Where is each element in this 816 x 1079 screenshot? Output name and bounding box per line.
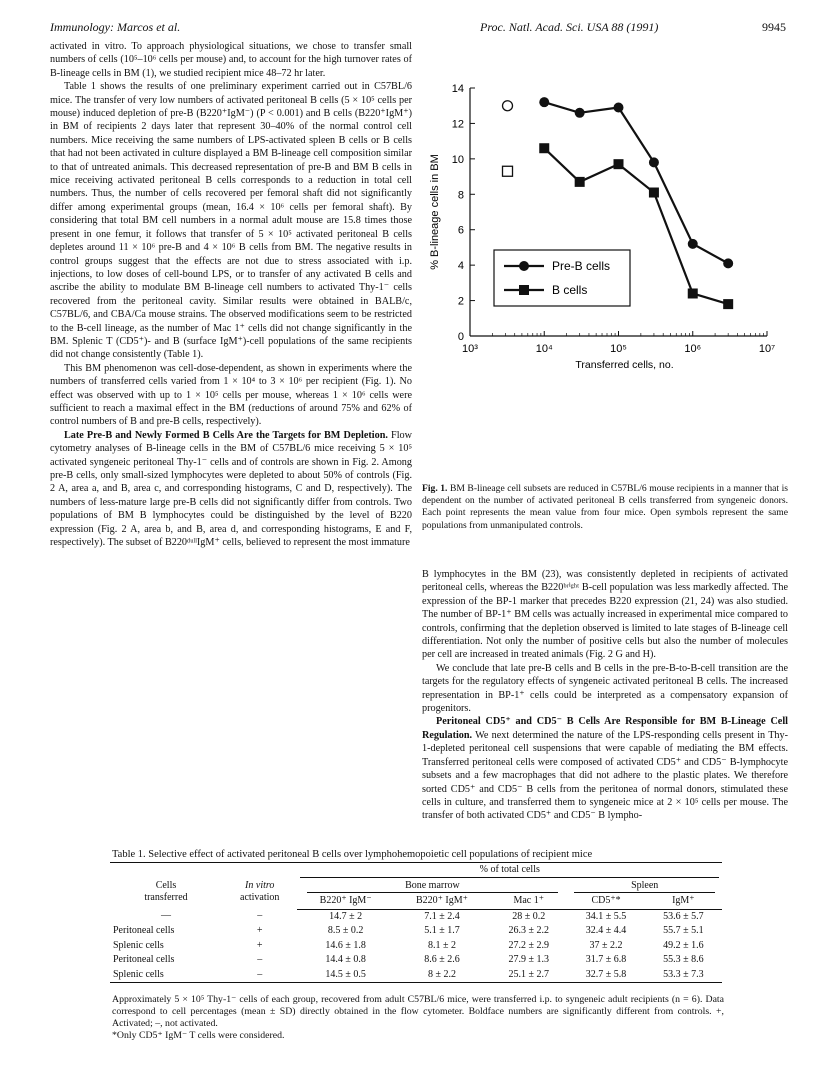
paragraph xyxy=(422,715,788,822)
cell-activation: – xyxy=(257,910,263,922)
cell-value: 14.7 ± 2 xyxy=(329,910,363,922)
cell-value: 7.1 ± 2.4 xyxy=(424,910,460,922)
subheader: B220⁺ IgM⁻ xyxy=(297,894,393,909)
table-row xyxy=(110,939,722,954)
x-tick-label: 10⁵ xyxy=(610,343,627,355)
cell-value: 49.2 ± 1.6 xyxy=(663,939,704,951)
y-tick-label: 8 xyxy=(457,189,464,202)
running-head: Immunology: Marcos et al. xyxy=(50,20,181,34)
b-cell-point xyxy=(575,177,585,187)
y-tick-label: 14 xyxy=(451,83,464,95)
cell-value: 37 ± 2.2 xyxy=(589,939,623,951)
cell-value: 25.1 ± 2.7 xyxy=(490,968,567,983)
y-tick-label: 10 xyxy=(451,153,464,166)
table-note xyxy=(112,994,724,1042)
right-column xyxy=(422,568,788,823)
b-cell-point xyxy=(539,143,549,153)
cell-value: 27.2 ± 2.9 xyxy=(508,939,549,951)
pre-b-point xyxy=(688,239,698,249)
table-header-blank xyxy=(110,863,297,879)
cell-value: 55.7 ± 5.1 xyxy=(663,925,704,936)
pre-b-point xyxy=(723,258,733,268)
cell-activation: + xyxy=(256,925,263,936)
cell-value: 8 ± 2.2 xyxy=(394,968,490,983)
cell-value: 32.4 ± 4.4 xyxy=(585,925,627,936)
paragraph-text: Flow cytometry analyses of B-lineage cells in the BM of C57BL/6 mice receiving 5 × 10⁵ activated syngeneic peritoneal Thy-1⁻ cells and of controls are shown in Fig. 2. Among pre-B cells, only small-sized lymphocytes were depleted to about 50% of controls (Fig. 2 A, area a, and B, area c, and corresponding histograms, C and D, respectively). The numbers of less-mature large pre-B cells did not significantly differ from controls. Two populations of BM B lymphocytes could be distinguished by the level of B220 expression (Fig. 2 A, area b, and B, area d, and corresponding histograms, E and F, respectively). The subset of B220ᵈᵘˡˡIgM⁺ cells, believed to represent the most immature xyxy=(50,429,412,549)
cell-cells-transferred: Splenic cells xyxy=(110,968,222,983)
b-cell-point xyxy=(688,288,698,298)
cell-cells-transferred: Peritoneal cells xyxy=(113,954,175,965)
table-row xyxy=(110,924,722,939)
pre-b-point xyxy=(649,157,659,167)
y-tick-label: 12 xyxy=(451,118,464,131)
cell-value: 27.9 ± 1.3 xyxy=(508,954,549,965)
cell-value: 5.1 ± 1.7 xyxy=(424,925,460,936)
paragraph: We conclude that late pre-B cells and B cells in the pre-B-to-B-cell transition are the targets for the regulatory effects of syngeneic activated peritoneal B cells. The increased representation in BP-1⁺ cells could be interpreted as a compensatory expansion of progenitors. xyxy=(422,662,788,715)
y-tick-label: 0 xyxy=(457,331,464,343)
subheader: CD5⁺* xyxy=(567,894,644,909)
legend-marker-b xyxy=(519,285,529,295)
cell-value: 14.4 ± 0.8 xyxy=(325,954,366,965)
x-axis-label: Transferred cells, no. xyxy=(575,359,674,371)
table-row xyxy=(110,953,722,968)
cell-cells-transferred: Splenic cells xyxy=(113,939,164,951)
journal-citation: Proc. Natl. Acad. Sci. USA 88 (1991) xyxy=(480,20,659,34)
y-tick-label: 2 xyxy=(457,295,464,308)
series-line-pre-b xyxy=(544,102,728,263)
table-header-pct: % of total cells xyxy=(297,863,722,879)
subheader: B220⁺ IgM⁺ xyxy=(394,894,490,909)
x-tick-label: 10³ xyxy=(462,343,478,355)
pre-b-point xyxy=(575,108,585,118)
legend-marker-pre-b xyxy=(519,261,529,271)
cell-value: 26.3 ± 2.2 xyxy=(508,925,549,936)
col-header-spleen: Spleen xyxy=(567,879,722,895)
figure-caption xyxy=(422,483,788,532)
x-tick-label: 10⁴ xyxy=(535,343,553,355)
section-heading: Late Pre-B and Newly Formed B Cells Are the Targets for BM Depletion. xyxy=(64,429,388,441)
journal-header xyxy=(480,20,786,35)
y-tick-label: 4 xyxy=(457,260,464,273)
paragraph: This BM phenomenon was cell-dose-dependent, as shown in experiments where the numbers of transferred cells varied from 1 × 10⁴ to 3 × 10⁶ per recipient (Fig. 1). No effect was observed with up to 1 × 10⁵ cells per mouse, whereas 1 × 10⁶ cells were sufficient to reach a maximal effect in the BM (reductions of around 75% and 62% of control numbers of B and pre-B cells, respectively). xyxy=(50,362,412,428)
cell-value: 14.6 ± 1.8 xyxy=(325,939,366,951)
table-footnote-main: Approximately 5 × 10⁵ Thy-1⁻ cells of each group, recovered from adult C57BL/6 mice, were transferred i.p. to syngeneic adult recipients (n = 6). Data correspond to cell percentages (mean ± SD) directly obtained in the flow cytometer. Boldface numbers are significantly different from controls. +, Activated; –, not activated. xyxy=(112,994,724,1029)
cell-activation: – xyxy=(257,954,263,965)
y-axis-label: % B-lineage cells in BM xyxy=(429,154,441,270)
col-header-cells: Cells transferred xyxy=(144,879,188,903)
cell-value: 31.7 ± 6.8 xyxy=(585,954,627,965)
cell-value: 53.3 ± 7.3 xyxy=(645,968,722,983)
paragraph: Table 1 shows the results of one preliminary experiment carried out in C57BL/6 mice. The transfer of very low numbers of activated peritoneal B cells (5 × 10⁵ cells per mouse) induced depletion of pre-B (B220⁺IgM⁻) (P < 0.001) and B cells (B220⁺IgM⁺) in BM of recipients 2 days later that represent 30–40% of the normal control cell numbers. Mice receiving the same numbers of LPS-activated spleen B cells or B cells that had not been activated in culture displayed a BM B-lineage cell composition similar to that of untreated animals. This decreased representation of pre-B and BM B cells in mice receiving activated peritoneal B cells corresponds to a reduction in total cell numbers. Thus, the number of cells recovered per femoral shaft did not significantly differ among experimental groups (mean, 16.4 × 10⁶ cells per femoral shaft). By considering that total BM cell numbers in a normal adult mouse are 15.8 times those present in one femur, it follows that transfer of 5 × 10⁵ activated peritoneal B cells depletes around 11 × 10⁶ pre-B and 4 × 10⁶ B cells from BM. The negative results in control groups suggest that the effects are not due to stress associated with i.p. injections, to low doses of cell-bound LPS, or to transfer of any activated B cells and ascribe the ability to modulate BM B-lineage cell numbers to activated Thy-1⁻ cells recovered from the peritoneal cavity. Similar results were obtained in BALB/c, C57BL/6, and CBA/Ca mouse strains. The observed modifications seem to be restricted to the B-cell lineage, as the number of Mac 1⁺ cells did not change significantly in the BM. Splenic T (CD5⁺)- and B (surface IgM⁺)-cell populations of the same recipients did not change consistently (Table 1). xyxy=(50,81,412,361)
paragraph: B lymphocytes in the BM (23), was consistently depleted in recipients of activated peritoneal cells, whereas the B220ᵇʳⁱᵍʰᵗ B-cell population was less markedly affected. The expression of the BP-1 marker that precedes B220 expression (21, 24) was also studied. The number of BP-1⁺ BM cells was actually increased in experimental mice compared to controls, confirming that the depletion observed is limited to late stages of B-lineage cell differentiation. Not only the number of positive cells but also the number of molecules per cell are increased in treated animals (Fig. 2 G and H). xyxy=(422,569,788,661)
cell-cells-transferred: Peritoneal cells xyxy=(113,925,175,936)
line-chart xyxy=(422,38,788,478)
table-footnote-star: *Only CD5⁺ IgM⁻ T cells were considered. xyxy=(112,1030,285,1041)
cell-value: 8.5 ± 0.2 xyxy=(327,925,364,936)
b-cell-point xyxy=(614,159,624,169)
subheader: Mac 1⁺ xyxy=(490,894,567,909)
col-header-bone-marrow: Bone marrow xyxy=(297,879,567,895)
control-b-cell-point xyxy=(503,166,513,176)
table-row xyxy=(110,909,722,924)
cell-activation: – xyxy=(222,968,298,983)
legend-label-b: B cells xyxy=(552,283,588,297)
subheader: IgM⁺ xyxy=(645,894,722,909)
cell-value: 14.5 ± 0.5 xyxy=(297,968,393,983)
x-tick-label: 10⁷ xyxy=(758,343,776,355)
figure-1 xyxy=(422,38,788,478)
cell-activation: + xyxy=(256,939,263,951)
legend-label-pre-b: Pre-B cells xyxy=(552,259,611,273)
cell-value: 53.6 ± 5.7 xyxy=(663,910,704,922)
table-row xyxy=(110,968,722,983)
caption-text: BM B-lineage cell subsets are reduced in C57BL/6 mouse recipients in a manner that is dependent on the number of activated peritoneal B cells transferred from syngeneic donors. Each point represents the mean value from four mice. Open symbols represent the same populations from unmanipulated controls. xyxy=(422,483,788,531)
cell-value: 8.1 ± 2 xyxy=(427,939,456,951)
x-tick-label: 10⁶ xyxy=(684,343,702,355)
cell-cells-transferred: — xyxy=(160,910,171,922)
paragraph-text: We next determined the nature of the LPS-responding cells present in Thy-1-depleted peritoneal cell suspensions that were capable of mediating the BM effects. Transferred peritoneal cells were composed of activated CD5⁺ and CD5⁻ B-lymphocyte subsets and a few macrophages that did not adhere to the plastic plates. We therefore sorted CD5⁺ and CD5⁻ B cells from the peritonea of normal donors, stimulated these cells in culture, and transferred them to syngeneic mice at 2 × 10⁵ cells per mouse. The transfer of both activated CD5⁺ and CD5⁻ B lympho- xyxy=(422,729,788,822)
y-tick-label: 6 xyxy=(457,224,464,237)
pre-b-point xyxy=(614,102,624,112)
cell-value: 34.1 ± 5.5 xyxy=(585,910,627,922)
paragraph: activated in vitro. To approach physiological situations, we chose to transfer small numbers of cells (10⁵–10⁶ cells per mouse) and, to account for the high turnover rates of B-lineage cells in BM (1), we studied recipient mice 48–72 hr later. xyxy=(50,41,412,79)
cell-value: 8.6 ± 2.6 xyxy=(424,954,460,965)
table-1 xyxy=(110,862,722,983)
cell-value: 28 ± 0.2 xyxy=(512,910,546,922)
cell-value: 55.3 ± 8.6 xyxy=(663,954,704,965)
caption-label: Fig. 1. xyxy=(422,483,448,494)
pre-b-point xyxy=(539,97,549,107)
control-pre-b-point xyxy=(503,101,513,111)
section-heading: Peritoneal CD5⁺ and CD5⁻ B Cells Are Responsible for BM B-Lineage Cell Regulation. xyxy=(422,716,788,741)
b-cell-point xyxy=(723,299,733,309)
b-cell-point xyxy=(649,188,659,198)
table-title: Table 1. Selective effect of activated peritoneal B cells over lymphohemopoietic cell populations of recipient mice xyxy=(112,849,593,860)
left-column xyxy=(50,40,412,549)
page-number: 9945 xyxy=(762,20,786,34)
cell-value: 32.7 ± 5.8 xyxy=(567,968,644,983)
paragraph xyxy=(50,429,412,550)
col-header-invitro: In vitro activation xyxy=(240,879,280,903)
